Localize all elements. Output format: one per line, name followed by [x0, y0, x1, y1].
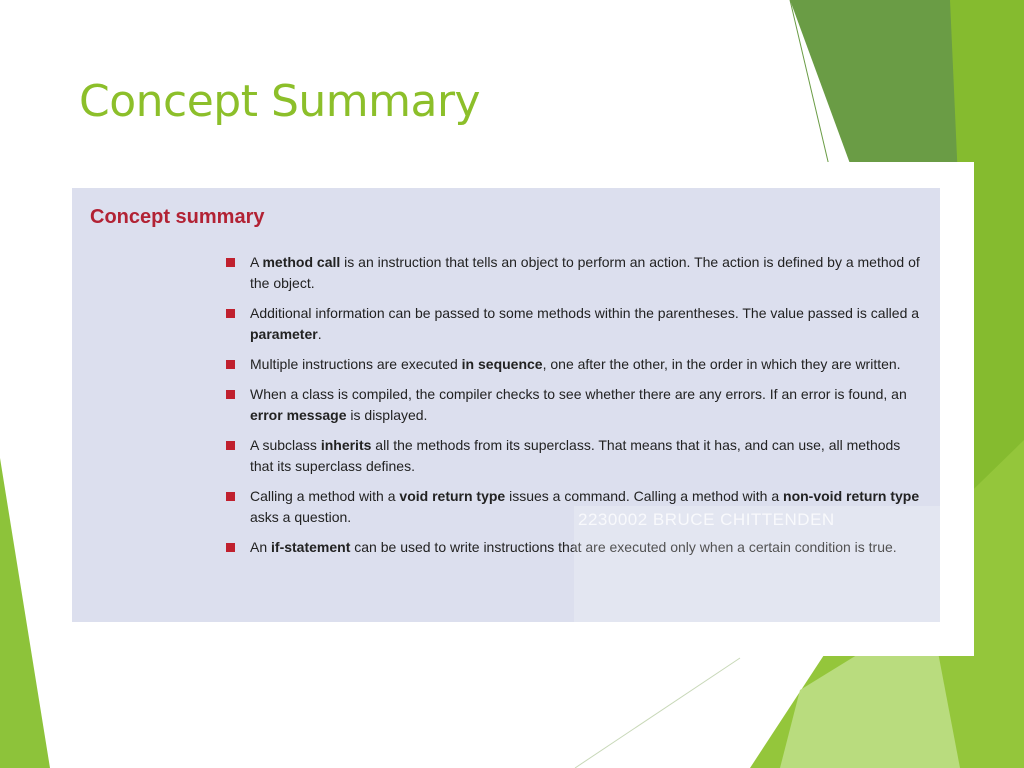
bullet-text-segment: issues a command. Calling a method with a	[505, 488, 784, 504]
square-bullet-icon	[226, 258, 235, 267]
bold-term: non-void return type	[783, 488, 920, 504]
concept-bullet-text	[250, 356, 901, 372]
watermark-text: 2230002 BRUCE CHITTENDEN	[578, 510, 835, 529]
bold-term: in sequence	[461, 356, 543, 372]
concept-bullet-item	[224, 252, 924, 294]
concept-bullet-text	[250, 305, 919, 342]
bullet-text-segment: Multiple instructions are executed	[250, 356, 462, 372]
square-bullet-icon	[226, 390, 235, 399]
thin-line-decoration-bottom	[575, 658, 740, 768]
bullet-text-segment: A subclass	[250, 437, 321, 453]
bold-term: error message	[250, 407, 347, 423]
bold-term: void return type	[399, 488, 506, 504]
bullet-text-segment: A	[250, 254, 263, 270]
concept-bullet-text	[250, 386, 907, 423]
concept-summary-image	[36, 162, 974, 656]
concept-bullet-item	[224, 354, 924, 375]
concept-bullet-item	[224, 384, 924, 426]
bullet-text-segment: Calling a method with a	[250, 488, 400, 504]
bullet-text-segment: When a class is compiled, the compiler checks to see whether there are any errors. If an error is found, an	[250, 386, 907, 402]
bullet-text-segment: .	[317, 326, 322, 342]
bold-term: if-statement	[271, 539, 351, 555]
concept-bullet-item	[224, 435, 924, 477]
bullet-text-segment: all the methods from its superclass. That means that it has, and can use, all methods that its superclass defines.	[250, 437, 901, 474]
bullet-text-segment: asks a question.	[250, 509, 352, 525]
bullet-text-segment: , one after the other, in the order in which they are written.	[542, 356, 901, 372]
bold-term: parameter	[250, 326, 318, 342]
bullet-text-segment: can be used to write instructions that are executed only when a certain condition is true.	[350, 539, 897, 555]
bullet-text-segment: is displayed.	[346, 407, 428, 423]
bullet-text-segment: is an instruction that tells an object to perform an action. The action is defined by a method of the object.	[250, 254, 920, 291]
bold-term: inherits	[320, 437, 372, 453]
concept-bullet-text	[250, 437, 900, 474]
watermark	[574, 506, 944, 628]
square-bullet-icon	[226, 309, 235, 318]
concept-bullet-text	[250, 254, 920, 291]
bullet-text-segment: Additional information can be passed to some methods within the parentheses. The value passed is called a	[250, 305, 920, 321]
concept-bullet-item	[224, 303, 924, 345]
square-bullet-icon	[226, 441, 235, 450]
square-bullet-icon	[226, 360, 235, 369]
bullet-text-segment: An	[250, 539, 272, 555]
bold-term: method call	[262, 254, 341, 270]
concept-summary-box	[72, 188, 940, 622]
square-bullet-icon	[226, 492, 235, 501]
slide-title: Concept Summary	[79, 76, 481, 127]
concept-summary-heading: Concept summary	[90, 206, 265, 228]
square-bullet-icon	[226, 543, 235, 552]
